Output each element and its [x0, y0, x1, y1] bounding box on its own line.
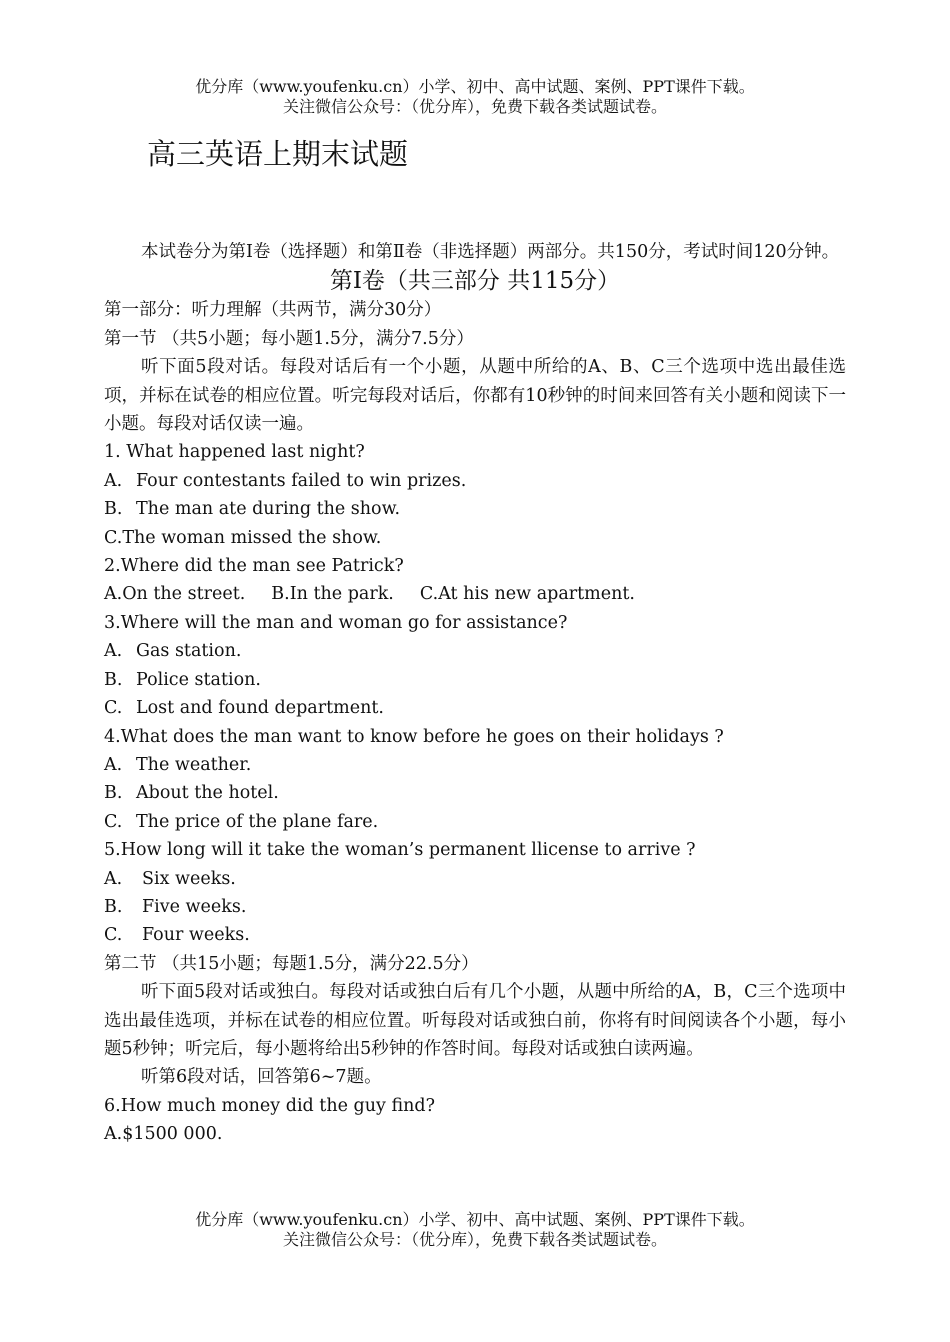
option-text: Four contestants failed to win prizes. [136, 470, 467, 491]
option-a: A.On the street. [104, 584, 246, 605]
header-line-1: 优分库（www.youfenku.cn）小学、初中、高中试题、案例、PPT课件下载。 [195, 77, 755, 96]
question-6-option-a: A.$1500 000. [104, 1124, 223, 1145]
page-title: 高三英语上期末试题 [147, 137, 409, 171]
option-text: The weather. [136, 754, 252, 775]
option-label: A. [104, 868, 123, 889]
part1-title: 第一部分：听力理解（共两节，满分30分） [104, 300, 442, 321]
question-3-option-b [104, 666, 846, 694]
option-text: Lost and found department. [136, 698, 384, 719]
option-text: The man ate during the show. [136, 499, 401, 520]
question-2-stem: 2.Where did the man see Patrick? [104, 556, 404, 577]
option-b: B.In the park. [271, 584, 394, 605]
option-text: Four weeks. [142, 925, 250, 946]
header-line-2: 关注微信公众号：（优分库），免费下载各类试题试卷。 [282, 97, 667, 116]
intro-paragraph: 本试卷分为第Ⅰ卷（选择题）和第Ⅱ卷（非选择题）两部分。共150分，考试时间120分钟。 [141, 242, 840, 262]
dialog-6-note: 听第6段对话，回答第6~7题。 [141, 1067, 382, 1088]
section1-instructions: 听下面5段对话。每段对话后有一个小题，从题中所给的A、B、C三个选项中选出最佳选项，并标在试卷的相应位置。听完每段对话后，你都有10秒钟的时间来回答有关小题和阅读下一小题。每段对话仅读一遍。 [104, 357, 846, 435]
option-label: A. [104, 641, 123, 662]
section1-title: 第一节 （共5小题；每小题1.5分，满分7.5分） [104, 328, 474, 349]
section2-title: 第二节 （共15小题；每题1.5分，满分22.5分） [104, 953, 479, 974]
option-label: C. [104, 811, 123, 832]
option-text: Six weeks. [142, 868, 236, 889]
option-label: A. [104, 754, 123, 775]
question-5-option-b [104, 893, 846, 921]
option-label: B. [104, 783, 123, 804]
option-text: Police station. [136, 669, 261, 690]
question-4-option-a [104, 751, 846, 779]
option-label: B. [104, 499, 123, 520]
question-5-option-c [104, 921, 846, 949]
option-label: C. [104, 925, 123, 946]
option-text: About the hotel. [136, 783, 279, 804]
question-3-option-a [104, 637, 846, 665]
question-6-stem: 6.How much money did the guy find? [104, 1095, 435, 1116]
question-5-stem: 5.How long will it take the woman’s permanent llicense to arrive ? [104, 840, 696, 861]
footer-line-2: 关注微信公众号：（优分库），免费下载各类试题试卷。 [282, 1230, 667, 1249]
question-2-options [104, 580, 846, 608]
option-label: B. [104, 896, 123, 917]
question-1-option-c: C.The woman missed the show. [104, 527, 382, 548]
question-5-option-a [104, 865, 846, 893]
option-c: C.At his new apartment. [419, 584, 635, 605]
document-body [104, 238, 846, 1149]
option-label: C. [104, 698, 123, 719]
question-1-option-b [104, 495, 846, 523]
part-title: 第I卷（共三部分 共115分） [329, 268, 621, 295]
question-4-option-b [104, 779, 846, 807]
option-text: Five weeks. [142, 896, 247, 917]
question-1-stem: 1. What happened last night? [104, 442, 365, 463]
footer-line-1: 优分库（www.youfenku.cn）小学、初中、高中试题、案例、PPT课件下载。 [195, 1210, 755, 1229]
section2-instructions: 听下面5段对话或独白。每段对话或独白后有几个小题，从题中所给的A，B，C三个选项中选出最佳选项，并标在试卷的相应位置。听每段对话或独白前，你将有时间阅读各个小题，每小题5秒钟；听完后，每小题将给出5秒钟的作答时间。每段对话或独白读两遍。 [104, 982, 846, 1059]
question-4-option-c [104, 808, 846, 836]
question-1-option-a [104, 467, 846, 495]
option-label: A. [104, 470, 123, 491]
question-4-stem: 4.What does the man want to know before he goes on their holidays ? [104, 726, 724, 747]
option-text: The price of the plane fare. [136, 811, 379, 832]
question-3-option-c [104, 694, 846, 722]
option-text: Gas station. [136, 641, 242, 662]
question-3-stem: 3.Where will the man and woman go for assistance? [104, 612, 568, 633]
option-label: B. [104, 669, 123, 690]
